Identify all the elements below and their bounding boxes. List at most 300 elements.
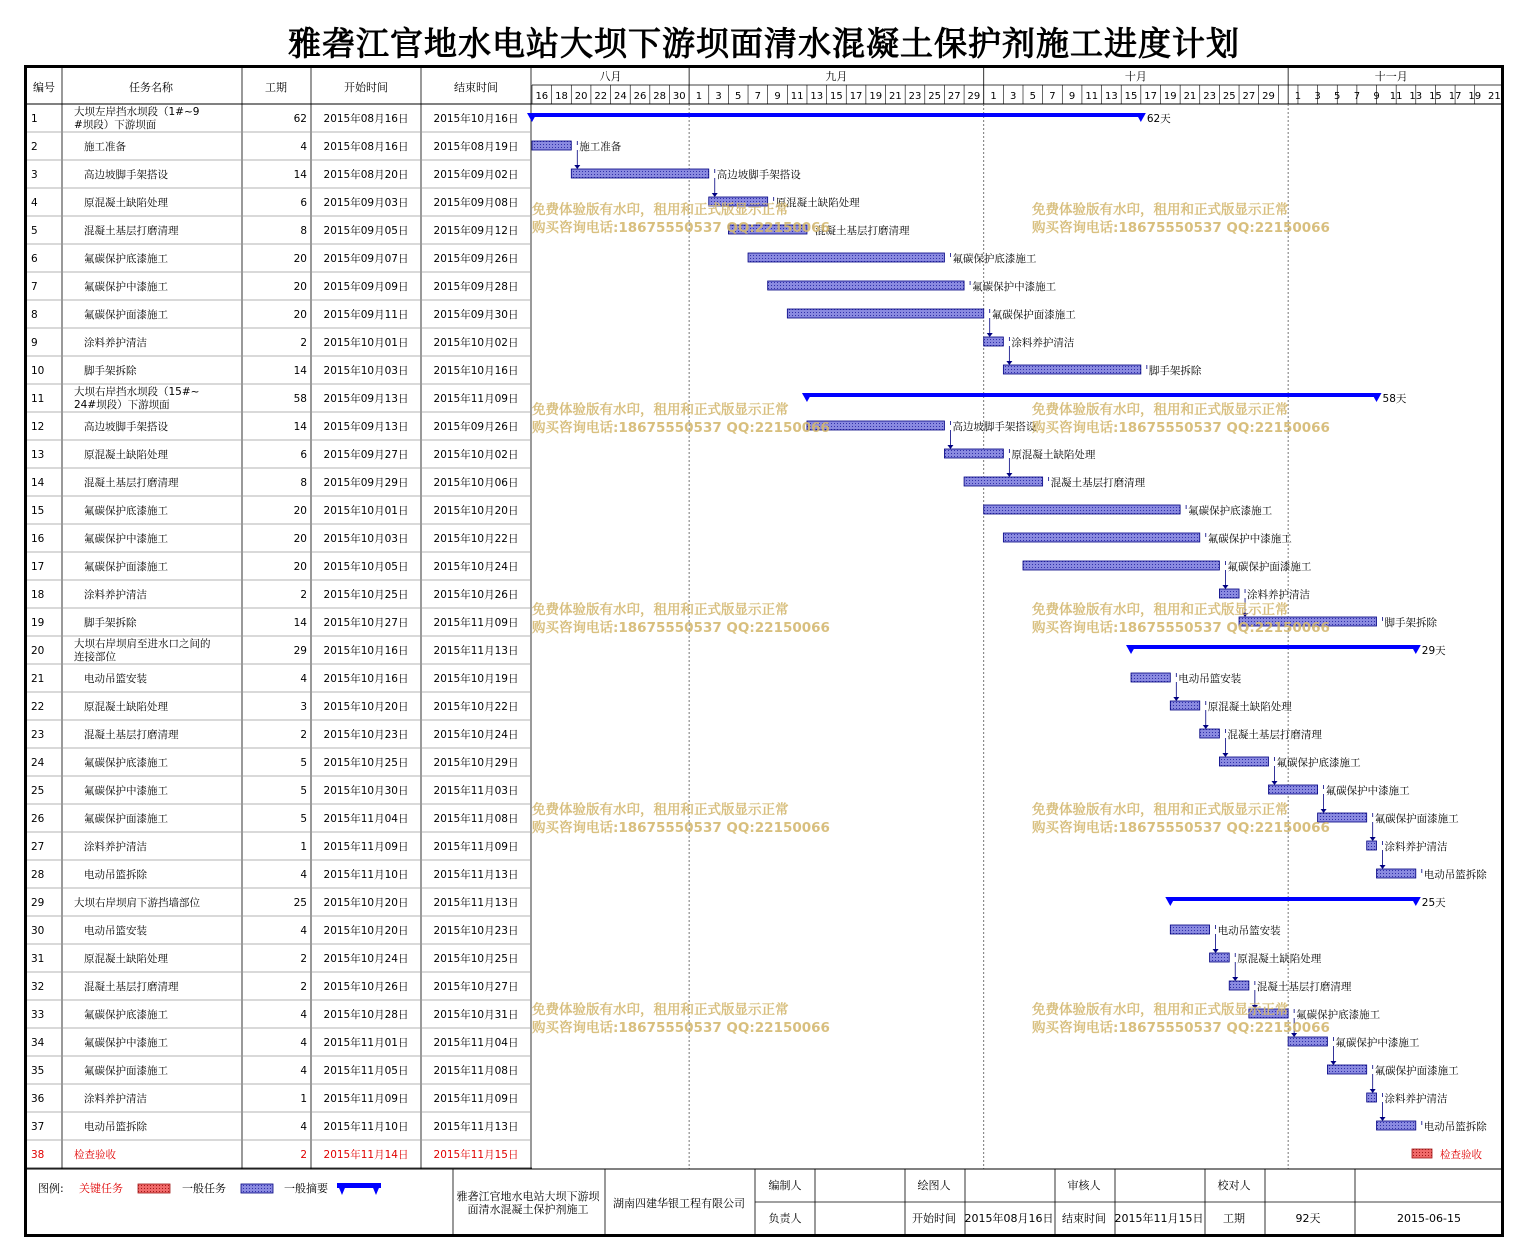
task-duration: 1: [300, 1093, 307, 1105]
task-start: 2015年09月11日: [323, 309, 409, 321]
task-id: 33: [31, 1009, 45, 1021]
task-start: 2015年09月29日: [323, 477, 409, 489]
task-duration: 4: [300, 869, 307, 881]
task-duration: 20: [293, 561, 307, 573]
watermark-line1: 免费体验版有水印，租用和正式版显示正常: [1032, 602, 1289, 618]
task-duration: 5: [300, 813, 307, 825]
watermark-line2: 购买咨询电话:18675550537 QQ:22150066: [1032, 420, 1330, 436]
task-name: 涂料养护清洁: [84, 1093, 147, 1105]
task-end: 2015年11月13日: [433, 645, 519, 657]
day-tick-label: 19: [869, 91, 883, 102]
footer-company: 湖南四建华银工程有限公司: [613, 1197, 745, 1210]
dependency-arrowhead: [947, 445, 953, 449]
task-id: 10: [31, 365, 45, 377]
day-tick-label: 24: [614, 91, 627, 102]
bar-label: 脚手架拆除: [1384, 617, 1438, 629]
task-start: 2015年10月28日: [323, 1009, 409, 1021]
task-id: 22: [31, 701, 45, 713]
task-name: 氟碳保护底漆施工: [84, 505, 168, 517]
task-bar: [1210, 952, 1322, 965]
watermark: [531, 401, 830, 436]
footer-project-line1: 雅砻江官地水电站大坝下游坝: [456, 1190, 600, 1203]
task-bar: [1170, 700, 1292, 713]
table-row: [31, 140, 518, 153]
bar-label: 原混凝土缺陷处理: [1237, 953, 1322, 965]
dependency-arrowhead: [1006, 361, 1012, 365]
task-start: 2015年10月25日: [323, 589, 409, 601]
watermark-line1: 免费体验版有水印，租用和正式版显示正常: [1032, 402, 1289, 418]
watermark-line2: 购买咨询电话:18675550537 QQ:22150066: [1032, 620, 1330, 636]
legend-critical-swatch: [138, 1184, 170, 1193]
watermark-line1: 免费体验版有水印，租用和正式版显示正常: [532, 1002, 789, 1018]
day-tick-label: 3: [715, 91, 722, 102]
task-start: 2015年09月27日: [323, 449, 409, 461]
table-row: [31, 700, 518, 713]
task-duration: 1: [300, 841, 307, 853]
task-id: 27: [31, 841, 45, 853]
task-start: 2015年08月20日: [323, 169, 409, 181]
task-bar: [1023, 560, 1312, 573]
day-tick-label: 7: [1049, 91, 1056, 102]
table-row: [31, 1064, 518, 1077]
task-bar: [768, 280, 1057, 293]
task-start: 2015年09月05日: [323, 225, 409, 237]
task-duration: 20: [293, 505, 307, 517]
task-name: 原混凝土缺陷处理: [84, 701, 168, 713]
task-id: 15: [31, 505, 45, 517]
task-duration: 29: [293, 645, 307, 657]
day-tick-label: 29: [967, 91, 981, 102]
day-tick-label: 1: [990, 91, 997, 102]
task-end: 2015年09月26日: [433, 253, 519, 265]
task-duration: 4: [300, 673, 307, 685]
dependency-arrowhead: [1370, 1089, 1376, 1093]
task-name: 大坝右岸坝肩下游挡墙部位: [74, 897, 200, 909]
summary-bar: [1126, 645, 1446, 657]
bar-label: 混凝土基层打磨清理: [1050, 477, 1146, 489]
day-tick-label: 27: [947, 91, 961, 102]
watermark: [1031, 401, 1330, 436]
task-name: 脚手架拆除: [84, 365, 137, 377]
task-id: 37: [31, 1121, 45, 1133]
watermark-line1: 免费体验版有水印，租用和正式版显示正常: [1032, 802, 1289, 818]
task-start: 2015年10月20日: [323, 925, 409, 937]
task-id: 25: [31, 785, 45, 797]
task-end: 2015年10月02日: [433, 449, 519, 461]
task-end: 2015年10月16日: [433, 113, 519, 125]
task-name: 检查验收: [74, 1149, 116, 1161]
task-end: 2015年10月16日: [433, 365, 519, 377]
task-bar: [1131, 672, 1242, 685]
footer-start-label: 开始时间: [912, 1212, 956, 1225]
table-row: [31, 868, 518, 881]
task-id: 11: [31, 393, 45, 405]
task-name: 涂料养护清洁: [84, 337, 147, 349]
footer-reviewer-label: 审核人: [1067, 1179, 1101, 1192]
task-duration: 2: [300, 729, 307, 741]
task-start: 2015年10月25日: [323, 757, 409, 769]
table-row: [31, 1008, 518, 1021]
task-duration: 58: [293, 393, 307, 405]
legend-summary-swatch: [337, 1183, 381, 1195]
bar-label: 原混凝土缺陷处理: [1207, 701, 1292, 713]
bar-label: 涂料养护清洁: [1384, 841, 1448, 853]
table-row: [31, 756, 518, 769]
task-duration: 2: [300, 1149, 307, 1161]
dependency-arrowhead: [712, 193, 718, 197]
day-tick-label: 13: [1409, 91, 1423, 102]
footer-drawer-label: 绘图人: [917, 1179, 951, 1192]
task-start: 2015年10月24日: [323, 953, 409, 965]
table-row: [31, 1036, 518, 1049]
dependency-arrowhead: [1173, 697, 1179, 701]
bar-label: 高边坡脚手架搭设: [716, 169, 801, 181]
day-tick-label: 15: [830, 91, 843, 102]
task-duration: 14: [293, 365, 307, 377]
task-end: 2015年11月13日: [433, 869, 519, 881]
task-bar: [964, 476, 1146, 489]
task-bar: [1003, 364, 1201, 377]
day-tick-label: 25: [928, 91, 941, 102]
task-name: 氟碳保护中漆施工: [84, 533, 168, 545]
task-start: 2015年09月09日: [323, 281, 409, 293]
day-tick-label: 15: [1429, 91, 1442, 102]
table-row: [31, 588, 518, 601]
task-end: 2015年10月31日: [433, 1009, 519, 1021]
task-duration: 4: [300, 1121, 307, 1133]
bar-label: 62天: [1146, 113, 1171, 125]
watermark-line2: 购买咨询电话:18675550537 QQ:22150066: [532, 1020, 830, 1036]
task-duration: 4: [300, 141, 307, 153]
bar-label: 氟碳保护中漆施工: [1207, 533, 1292, 545]
day-tick-label: 28: [653, 91, 667, 102]
task-duration: 6: [300, 197, 307, 209]
footer-checker-label: 校对人: [1217, 1179, 1251, 1192]
task-start: 2015年10月20日: [323, 897, 409, 909]
task-bar: [1229, 980, 1352, 993]
task-id: 30: [31, 925, 45, 937]
task-bar: [1269, 784, 1411, 797]
task-id: 24: [31, 757, 45, 769]
task-duration: 3: [300, 701, 307, 713]
task-duration: 62: [293, 113, 307, 125]
month-label: 十一月: [1374, 70, 1408, 83]
bar-label: 氟碳保护底漆施工: [1296, 1009, 1381, 1021]
task-duration: 4: [300, 1065, 307, 1077]
bar-label: 混凝土基层打磨清理: [1256, 981, 1352, 993]
task-start: 2015年09月13日: [323, 421, 409, 433]
table-row: [31, 637, 518, 663]
task-start: 2015年10月16日: [323, 673, 409, 685]
bar-label: 涂料养护清洁: [1247, 589, 1311, 601]
task-name: 原混凝土缺陷处理: [84, 197, 168, 209]
task-duration: 25: [293, 897, 307, 909]
day-tick-label: 27: [1242, 91, 1256, 102]
day-tick-label: 21: [1183, 91, 1197, 102]
dependency-arrowhead: [1213, 949, 1219, 953]
task-bar: [944, 448, 1095, 461]
task-name: 高边坡脚手架搭设: [84, 169, 168, 181]
bar-label: 电动吊篮安装: [1217, 925, 1281, 937]
task-bar: [1003, 532, 1292, 545]
task-start: 2015年10月01日: [323, 505, 409, 517]
task-id: 8: [31, 309, 38, 321]
task-start: 2015年08月16日: [323, 141, 409, 153]
task-name: 电动吊篮拆除: [84, 1121, 147, 1133]
task-duration: 14: [293, 617, 307, 629]
table-row: [31, 560, 518, 573]
task-id: 14: [31, 477, 45, 489]
dependency-arrowhead: [1380, 865, 1386, 869]
day-tick-label: 5: [1029, 91, 1037, 102]
task-end: 2015年11月09日: [433, 1093, 519, 1105]
task-end: 2015年11月08日: [433, 1065, 519, 1077]
bar-label: 氟碳保护面漆施工: [1374, 813, 1459, 825]
footer-compiler-label: 编制人: [768, 1179, 802, 1192]
task-end: 2015年10月24日: [433, 561, 519, 573]
task-start: 2015年10月03日: [323, 533, 409, 545]
task-duration: 14: [293, 421, 307, 433]
task-id: 29: [31, 897, 45, 909]
task-start: 2015年10月23日: [323, 729, 409, 741]
task-bar: [1318, 812, 1460, 825]
day-tick-label: 19: [1163, 91, 1177, 102]
task-end: 2015年10月27日: [433, 981, 519, 993]
task-start: 2015年10月05日: [323, 561, 409, 573]
task-bar: [1219, 756, 1361, 769]
task-id: 18: [31, 589, 45, 601]
dependency-arrowhead: [1006, 473, 1012, 477]
task-start: 2015年11月01日: [323, 1037, 409, 1049]
task-bar: [1327, 1064, 1459, 1077]
task-end: 2015年11月08日: [433, 813, 519, 825]
task-id: 35: [31, 1065, 45, 1077]
header-duration: 工期: [265, 81, 287, 94]
bar-label: 氟碳保护中漆施工: [1325, 785, 1410, 797]
task-end: 2015年10月23日: [433, 925, 519, 937]
day-tick-label: 22: [594, 91, 608, 102]
task-end: 2015年10月19日: [433, 673, 519, 685]
table-row: [31, 504, 518, 517]
task-end: 2015年09月30日: [433, 309, 519, 321]
header-id: 编号: [33, 81, 55, 94]
day-tick-label: 20: [574, 91, 588, 102]
day-tick-label: 5: [1334, 91, 1341, 102]
task-id: 20: [31, 645, 45, 657]
task-name: 氟碳保护中漆施工: [84, 281, 168, 293]
bar-label: 29天: [1421, 645, 1446, 657]
table-row: [31, 980, 518, 993]
task-name: 涂料养护清洁: [84, 589, 147, 601]
task-duration: 2: [300, 337, 307, 349]
task-start: 2015年10月26日: [323, 981, 409, 993]
bar-label: 施工准备: [579, 141, 622, 153]
watermark-line1: 免费体验版有水印，租用和正式版显示正常: [532, 802, 789, 818]
footer-date: 2015-06-15: [1397, 1212, 1461, 1225]
day-tick-label: 25: [1222, 91, 1236, 102]
day-tick-label: 17: [1448, 91, 1462, 102]
bar-label: 检查验收: [1440, 1149, 1482, 1161]
task-end: 2015年11月09日: [433, 617, 519, 629]
bar-label: 高边坡脚手架搭设: [952, 421, 1037, 433]
footer-project-line2: 面清水混凝土保护剂施工: [467, 1203, 589, 1216]
task-name: 涂料养护清洁: [84, 841, 147, 853]
task-id: 3: [31, 169, 38, 181]
task-start: 2015年11月10日: [323, 869, 409, 881]
table-row: [31, 1092, 518, 1105]
day-tick-label: 16: [535, 91, 549, 102]
table-row: [31, 616, 518, 629]
task-duration: 2: [300, 981, 307, 993]
task-start: 2015年09月13日: [323, 393, 409, 405]
task-name: 电动吊篮拆除: [84, 869, 147, 881]
header-name: 任务名称: [129, 81, 173, 94]
day-tick-label: 17: [849, 91, 863, 102]
watermark: [1031, 201, 1330, 236]
dependency-arrowhead: [1272, 781, 1278, 785]
task-duration: 20: [293, 309, 307, 321]
task-duration: 6: [300, 449, 307, 461]
watermark: [531, 601, 830, 636]
table-row: [31, 196, 518, 209]
bar-label: 氟碳保护面漆施工: [1227, 561, 1312, 573]
task-id: 31: [31, 953, 45, 965]
task-end: 2015年11月03日: [433, 785, 519, 797]
table-row: [31, 385, 518, 411]
task-end: 2015年10月22日: [433, 533, 519, 545]
day-tick-label: 9: [1373, 91, 1380, 102]
task-duration: 8: [300, 225, 307, 237]
task-id: 34: [31, 1037, 45, 1049]
task-end: 2015年09月12日: [433, 225, 519, 237]
footer-duration-label: 工期: [1223, 1212, 1245, 1225]
day-tick-label: 11: [1389, 91, 1403, 102]
watermark: [1031, 1001, 1330, 1036]
task-bar: [1377, 1120, 1488, 1133]
task-id: 17: [31, 561, 45, 573]
dependency-arrowhead: [1380, 1117, 1386, 1121]
task-bar: [984, 336, 1075, 349]
page-title: 雅砻江官地水电站大坝下游坝面清水混凝土保护剂施工进度计划: [288, 24, 1240, 63]
task-end: 2015年11月13日: [433, 1121, 519, 1133]
task-id: 36: [31, 1093, 45, 1105]
bar-label: 58天: [1382, 393, 1407, 405]
task-name: 电动吊篮安装: [84, 673, 147, 685]
watermark-line2: 购买咨询电话:18675550537 QQ:22150066: [1032, 820, 1330, 836]
task-id: 16: [31, 533, 45, 545]
task-start: 2015年10月20日: [323, 701, 409, 713]
task-end: 2015年10月25日: [433, 953, 519, 965]
bar-label: 25天: [1421, 897, 1446, 909]
task-start: 2015年10月01日: [323, 337, 409, 349]
table-row: [31, 280, 518, 293]
header-start: 开始时间: [344, 81, 388, 94]
task-duration: 4: [300, 1009, 307, 1021]
watermark-line1: 免费体验版有水印，租用和正式版显示正常: [532, 602, 789, 618]
critical-task-bar: [1412, 1148, 1482, 1161]
task-bar: [748, 252, 1037, 265]
day-tick-label: 7: [1353, 91, 1361, 102]
day-tick-label: 17: [1144, 91, 1158, 102]
task-start: 2015年11月05日: [323, 1065, 409, 1077]
watermark: [531, 1001, 830, 1036]
legend-label: 图例:: [38, 1182, 64, 1195]
task-name: 混凝土基层打磨清理: [84, 477, 179, 489]
dependency-arrowhead: [1203, 725, 1209, 729]
task-id: 13: [31, 449, 45, 461]
bar-label: 电动吊篮拆除: [1423, 1121, 1487, 1133]
table-row: [31, 448, 518, 461]
bar-label: 氟碳保护底漆施工: [1188, 505, 1273, 517]
watermark-line1: 免费体验版有水印，租用和正式版显示正常: [532, 202, 789, 218]
watermark-line1: 免费体验版有水印，租用和正式版显示正常: [1032, 1002, 1289, 1018]
day-tick-label: 1: [1294, 91, 1302, 102]
table-row: [31, 1120, 518, 1133]
day-tick-label: 5: [735, 91, 742, 102]
watermark-line1: 免费体验版有水印，租用和正式版显示正常: [1032, 202, 1289, 218]
day-tick-label: 7: [754, 91, 762, 102]
table-row: [31, 896, 518, 909]
table-row: [31, 224, 518, 237]
table-row: [31, 420, 518, 433]
table-row: [31, 952, 518, 965]
task-end: 2015年10月02日: [433, 337, 519, 349]
task-end: 2015年11月04日: [433, 1037, 519, 1049]
bar-label: 氟碳保护面漆施工: [1374, 1065, 1459, 1077]
task-duration: 5: [300, 785, 307, 797]
footer-leader-label: 负责人: [768, 1212, 802, 1225]
day-tick-label: 15: [1124, 91, 1138, 102]
task-id: 28: [31, 869, 45, 881]
summary-bar: [527, 113, 1171, 125]
task-name: 高边坡脚手架搭设: [84, 421, 168, 433]
task-id: 38: [31, 1149, 45, 1161]
task-end: 2015年09月02日: [433, 169, 519, 181]
watermark-line2: 购买咨询电话:18675550537 QQ:22150066: [532, 620, 830, 636]
day-tick-label: 26: [633, 91, 647, 102]
table-row: [31, 105, 518, 131]
watermark-line2: 购买咨询电话:18675550537 QQ:22150066: [1032, 1020, 1330, 1036]
task-name: 电动吊篮安装: [84, 925, 147, 937]
task-id: 12: [31, 421, 45, 433]
task-id: 9: [31, 337, 38, 349]
bar-label: 混凝土基层打磨清理: [814, 225, 910, 237]
task-end: 2015年10月26日: [433, 589, 519, 601]
task-id: 23: [31, 729, 45, 741]
watermark-line2: 购买咨询电话:18675550537 QQ:22150066: [532, 420, 830, 436]
dependency-arrowhead: [1321, 809, 1327, 813]
task-name: 混凝土基层打磨清理: [84, 981, 179, 993]
table-row: [31, 728, 518, 741]
task-end: 2015年10月29日: [433, 757, 519, 769]
task-duration: 2: [300, 589, 307, 601]
task-duration: 4: [300, 925, 307, 937]
task-name: 原混凝土缺陷处理: [84, 449, 168, 461]
task-name: 氟碳保护中漆施工: [84, 785, 168, 797]
task-name: 氟碳保护面漆施工: [84, 813, 168, 825]
watermark-line1: 免费体验版有水印，租用和正式版显示正常: [532, 402, 789, 418]
task-start: 2015年09月07日: [323, 253, 409, 265]
task-end: 2015年09月28日: [433, 281, 519, 293]
bar-label: 混凝土基层打磨清理: [1227, 729, 1322, 741]
day-tick-label: 13: [810, 91, 824, 102]
task-bar: [1367, 1092, 1448, 1105]
bar-label: 氟碳保护面漆施工: [991, 309, 1076, 321]
day-tick-label: 23: [1203, 91, 1216, 102]
table-row: [31, 840, 518, 853]
task-duration: 20: [293, 253, 307, 265]
day-tick-label: 18: [555, 91, 568, 102]
